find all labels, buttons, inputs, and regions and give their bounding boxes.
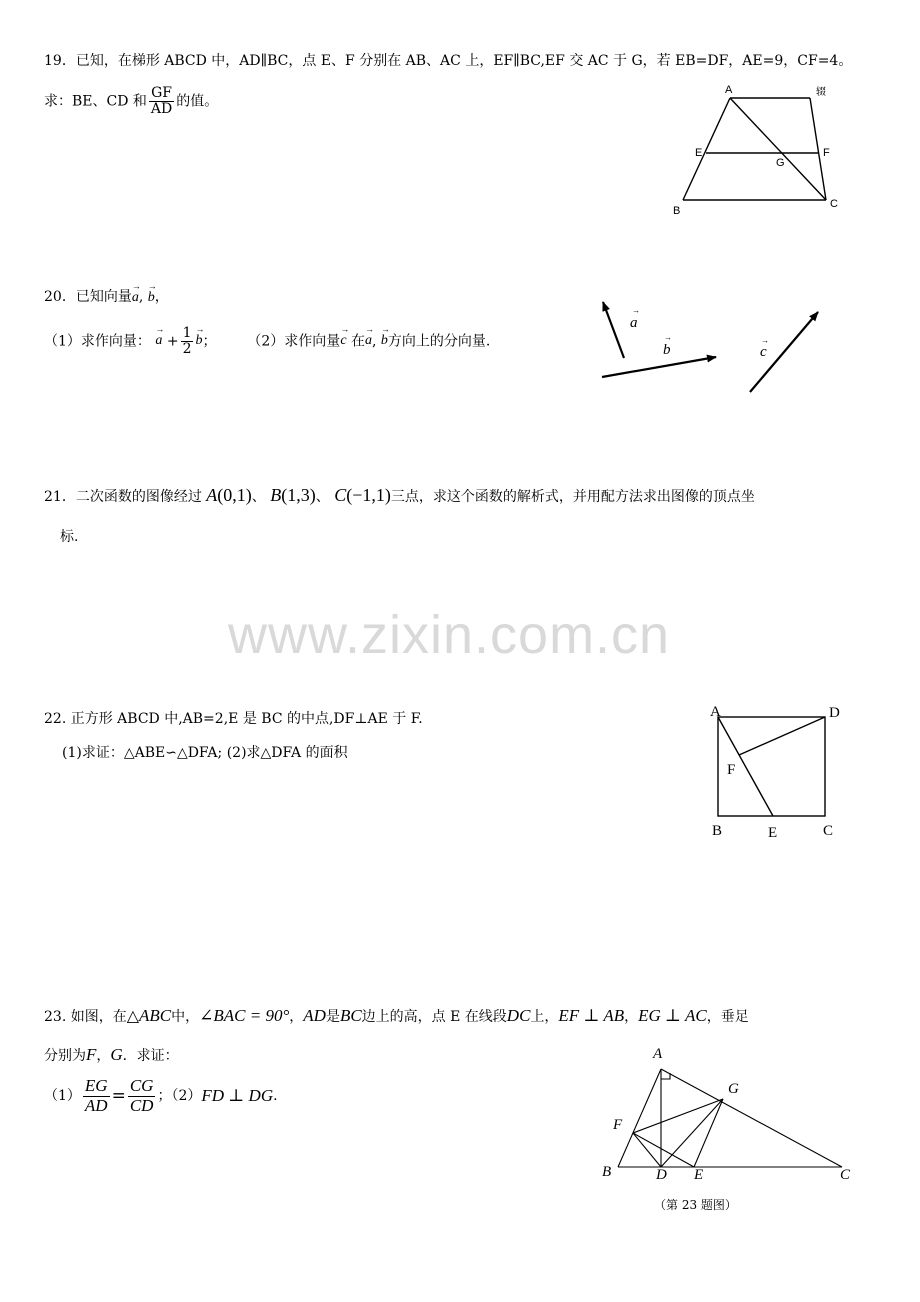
q20-part2-mid: 在 <box>350 333 365 350</box>
q20-parts <box>44 326 490 358</box>
q20-part2-a: → a <box>365 333 372 350</box>
q21-point-A-coord: (0,1) <box>217 485 252 505</box>
q19-label-A: A <box>725 84 733 96</box>
q19-ask-post: 的值。 <box>176 93 219 110</box>
q22-label-E: E <box>768 825 778 841</box>
q23-frac-cg-cd <box>128 1077 156 1115</box>
q23-angle: ∠BAC = 90° <box>199 1006 290 1025</box>
q23-intro: 23. 如图，在 <box>44 1009 127 1025</box>
q23-t7: ，垂足 <box>706 1009 749 1025</box>
q23-t4: 边上的高，点 E 在线段 <box>361 1009 507 1025</box>
q21-point-C: C <box>334 485 347 505</box>
q23-l2-sep: ， <box>96 1048 111 1064</box>
q23-part1-label: （1） <box>44 1087 81 1104</box>
q21-line1 <box>44 485 755 507</box>
q19-label-G: G <box>776 157 785 169</box>
q22-label-D: D <box>829 705 840 721</box>
q19-ask-pre: 求：BE、CD 和 <box>44 93 147 110</box>
q23-bc: BC <box>339 1006 362 1025</box>
q22-label-C: C <box>823 823 834 839</box>
watermark: www.zixin.com.cn <box>228 605 671 665</box>
q19-label-C: C <box>830 198 838 210</box>
q19-frac-den: AD <box>150 101 173 118</box>
q22-square-figure <box>700 698 850 846</box>
q23-frac1-den: AD <box>84 1095 108 1115</box>
q20-part2-label: （2）求作向量 <box>247 333 341 350</box>
q22-line2: (1)求证：△ABE∽△DFA; (2)求△DFA 的面积 <box>62 745 348 761</box>
q20-part2-sep: , <box>371 333 377 350</box>
q23-frac2-den: CD <box>129 1095 154 1115</box>
q23-caption: （第 23 题图） <box>654 1198 737 1212</box>
q23-t3: 是 <box>325 1009 340 1025</box>
q20-part1-end: ； <box>202 333 217 350</box>
q21-point-B-coord: (1,3) <box>281 485 316 505</box>
q19-frac-num: GF <box>149 86 174 102</box>
q23-parts <box>44 1077 278 1115</box>
q23-l2-text: 分别为 <box>44 1048 86 1064</box>
q20-label-a-arrow-icon: → <box>632 306 640 315</box>
q23-label-B: B <box>602 1164 612 1180</box>
q23-label-F: F <box>613 1117 623 1133</box>
q23-ad: AD <box>303 1006 326 1025</box>
q23-label-E: E <box>694 1167 704 1183</box>
q23-frac-eg-ad <box>83 1077 110 1115</box>
q23-dc: DC <box>506 1006 531 1025</box>
q23-abc: ABC <box>139 1006 172 1025</box>
q21-sep2: 、 <box>315 489 330 505</box>
q23-part2-expr: FD ⊥ DG <box>201 1085 274 1105</box>
q20-vector-b: → b <box>148 290 155 307</box>
q20-intro-sep: , <box>138 289 144 305</box>
q20-half-num: 1 <box>182 325 192 341</box>
q20-vectors-figure <box>590 290 830 400</box>
q23-l2-end: ．求证： <box>122 1048 179 1064</box>
q20-half-den: 2 <box>182 341 192 358</box>
q20-part1-plus: + <box>166 333 179 350</box>
q20-part1-a: → a <box>155 333 162 350</box>
q20-label-c-arrow-icon: → <box>761 336 769 345</box>
q23-frac1-num: EG <box>84 1076 108 1095</box>
q20-part1-b: → b <box>195 333 202 350</box>
q23-ef-perp: EF ⊥ AB <box>558 1006 625 1025</box>
q19-label-E: E <box>695 147 703 159</box>
q21-rest: 三点，求这个函数的解析式，并用配方法求出图像的顶点坐 <box>390 489 755 505</box>
q20-intro-end: ， <box>154 289 169 305</box>
q23-t6: ， <box>624 1009 639 1025</box>
q20-part1-label: （1）求作向量： <box>44 333 151 350</box>
q19-ask <box>44 86 218 118</box>
q20-part1-half <box>181 326 194 358</box>
q20-part2-c: → c <box>340 333 346 350</box>
q20-label-a: a <box>630 315 638 331</box>
q20-label-b-arrow-icon: → <box>664 333 672 342</box>
q20-arrow-b <box>602 357 716 377</box>
q19-label-corner: 辍 <box>816 87 826 98</box>
q19-label-F: F <box>823 147 830 159</box>
q23-frac2-num: CG <box>129 1076 154 1095</box>
q21-point-B: B <box>270 485 282 505</box>
q22-label-A: A <box>710 704 721 720</box>
q23-l2-G: G <box>110 1045 123 1064</box>
q20-label-c: c <box>760 344 767 360</box>
q23-t5: 上， <box>530 1009 559 1025</box>
q22-label-B: B <box>712 823 723 839</box>
q23-part2-end: . <box>273 1087 278 1104</box>
q23-part2-label: ；（2） <box>157 1087 202 1104</box>
q23-label-G: G <box>728 1081 739 1097</box>
q23-label-D: D <box>656 1167 667 1183</box>
q23-t1: 中， <box>171 1009 200 1025</box>
q21-intro: 21．二次函数的图像经过 <box>44 489 202 505</box>
q20-label-b: b <box>663 342 671 358</box>
q19-trapezoid-figure <box>660 78 860 223</box>
q23-line2 <box>44 1045 179 1065</box>
q23-triangle-sym: △ <box>126 1006 140 1025</box>
q20-arrow-a <box>603 302 624 358</box>
q20-intro <box>44 289 169 307</box>
q19-label-B: B <box>673 205 681 217</box>
q20-vector-a: → a <box>132 290 139 307</box>
q20-part2-b: → b <box>381 333 388 350</box>
q19-text: 19．已知，在梯形 ABCD 中，AD∥BC，点 E、F 分别在 AB、AC 上，EF∥BC,EF 交 AC 于 G，若 EB=DF，AE=9，CF=4。 <box>44 53 853 69</box>
q22-label-F: F <box>727 762 736 778</box>
q23-eg-perp: EG ⊥ AC <box>638 1006 707 1025</box>
q21-point-C-coord: (−1,1) <box>346 485 391 505</box>
q23-l2-F: F <box>86 1045 97 1064</box>
q23-label-A: A <box>653 1046 663 1062</box>
q22-line1: 22. 正方形 ABCD 中,AB=2,E 是 BC 的中点,DF⊥AE 于 F. <box>44 711 423 727</box>
q20-part2-end: 方向上的分向量. <box>387 333 491 350</box>
q21-point-A: A <box>206 485 218 505</box>
q19-fraction <box>149 86 174 118</box>
q23-t2: ， <box>289 1009 304 1025</box>
q21-line2: 标. <box>60 529 79 545</box>
q23-equals: = <box>111 1085 126 1106</box>
q23-label-C: C <box>840 1167 851 1183</box>
q21-sep1: 、 <box>251 489 266 505</box>
q20-intro-text: 20．已知向量 <box>44 289 132 305</box>
q23-triangle-figure <box>596 1040 866 1220</box>
q23-line1 <box>44 1006 749 1026</box>
